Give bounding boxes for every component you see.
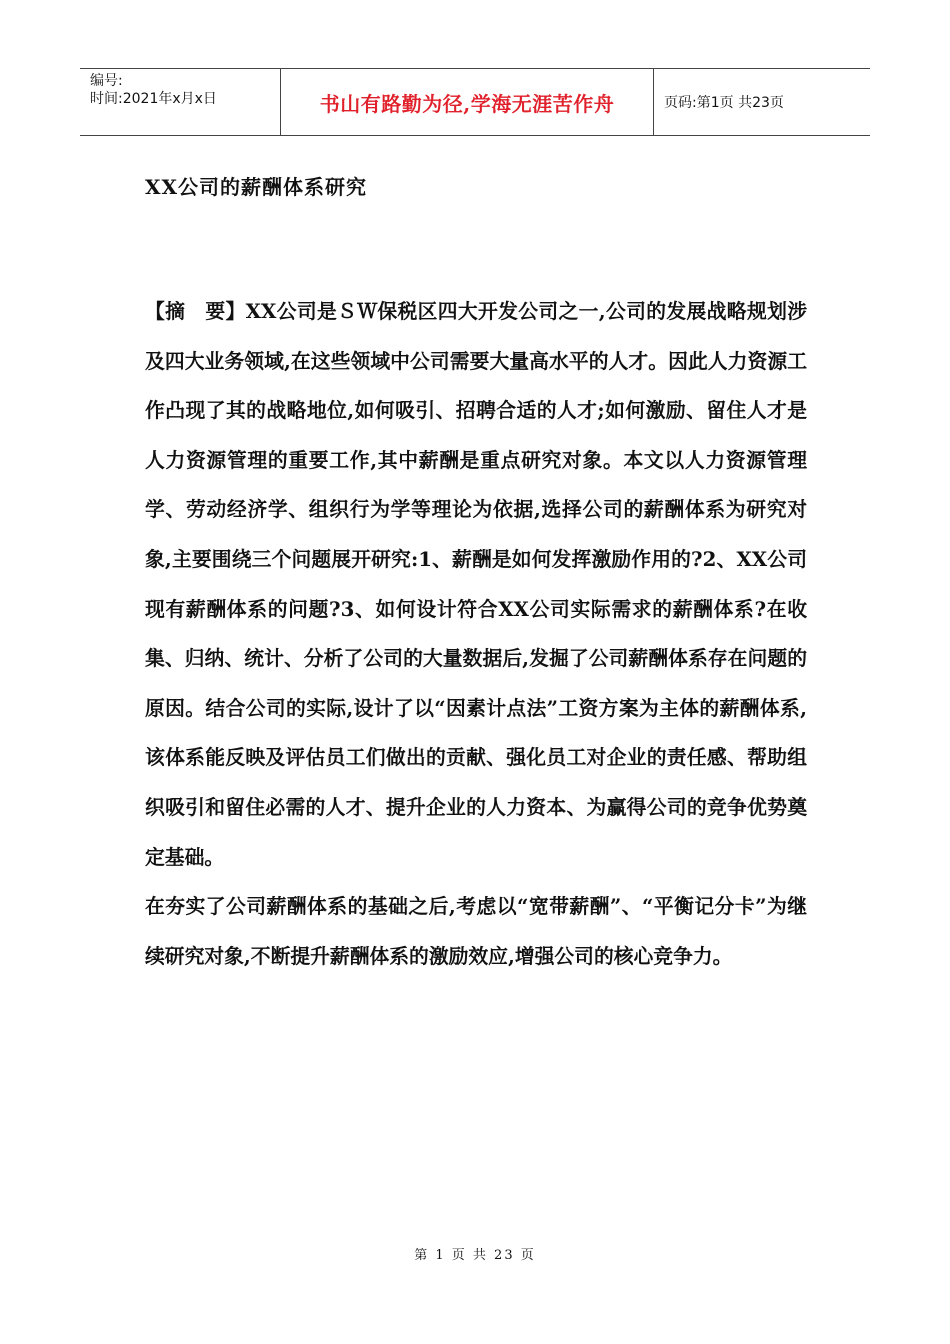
- page-footer: 第 1 页 共 23 页: [414, 1248, 536, 1263]
- document-title: XX公司的薪酬体系研究: [145, 175, 368, 199]
- header-table: [80, 68, 870, 136]
- abstract-paragraph-1: [145, 287, 807, 882]
- abstract-label: 【摘 要】: [145, 299, 246, 323]
- code-label: 编号:: [90, 73, 123, 89]
- abstract-paragraph-2: 在夯实了公司薪酬体系的基础之后,考虑以“宽带薪酬”、“平衡记分卡”为继续研究对象,不断提升薪酬体系的激励效应,增强公司的核心竞争力。: [145, 894, 807, 968]
- time-label: 时间:2021年x月x日: [90, 91, 217, 107]
- header-page-info: 页码:第1页 共23页: [664, 95, 784, 111]
- header-meta: [80, 69, 281, 135]
- abstract-text-1: XX公司是ＳＷ保税区四大开发公司之一,公司的发展战略规划涉及四大业务领域,在这些领域中公司需要大量高水平的人才。因此人力资源工作凸现了其的战略地位,如何吸引、招聘合适的人才;如何激励、留住人才是人力资源管理的重要工作,其中薪酬是重点研究对象。本文以人力资源管理学、劳动经济学、组织行为学等理论为依据,选择公司的薪酬体系为研究对象,主要围绕三个问题展开研究:1、薪酬是如何发挥激励作用的?2、XX公司现有薪酬体系的问题?3、如何设计符合XX公司实际需求的薪酬体系?在收集、归纳、统计、分析了公司的大量数据后,发掘了公司薪酬体系存在问题的原因。结合公司的实际,设计了以“因素计点法”工资方案为主体的薪酬体系,该体系能反映及评估员工们做出的贡献、强化员工对企业的责任感、帮助组织吸引和留住必需的人才、提升企业的人力资本、为赢得公司的竞争优势奠定基础。: [145, 299, 807, 869]
- header-motto: 书山有路勤为径,学海无涯苦作舟: [281, 69, 654, 135]
- abstract-section: [145, 287, 807, 981]
